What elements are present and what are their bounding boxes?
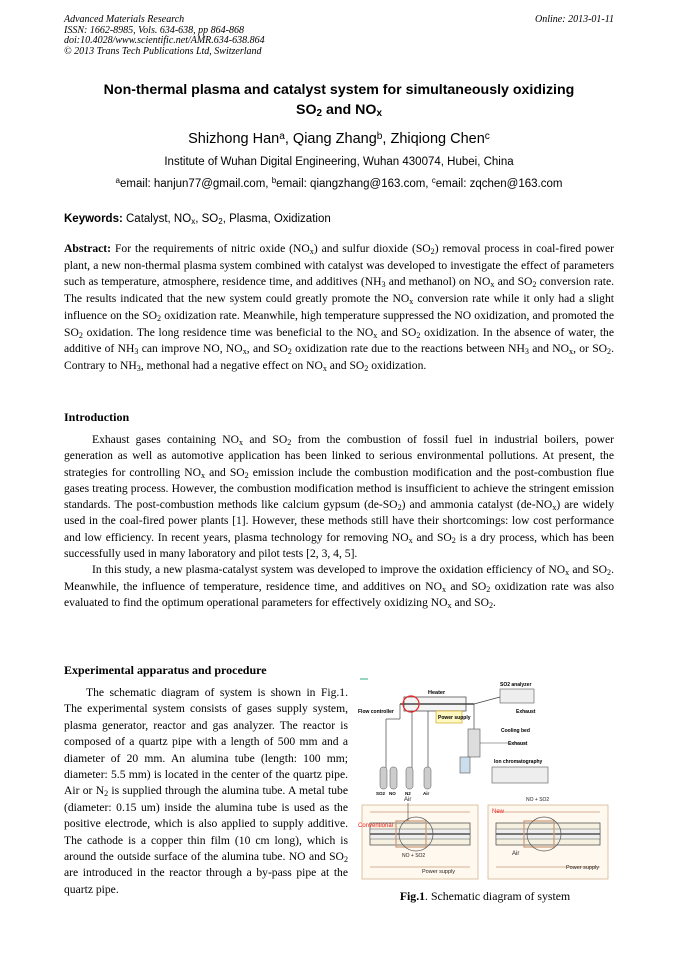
gas-cylinder-n2 xyxy=(406,767,413,789)
doi-line: doi:10.4028/www.scientific.net/AMR.634-638.864 xyxy=(64,35,265,46)
exhaust-label-2: Exhaust xyxy=(508,741,528,747)
keywords xyxy=(64,213,614,225)
schematic-figure xyxy=(356,677,614,889)
conventional-reactor xyxy=(358,797,478,879)
no-so2-label-right: NO + SO2 xyxy=(526,797,550,803)
exhaust-label-1: Exhaust xyxy=(516,709,536,715)
experimental-heading: Experimental apparatus and procedure xyxy=(64,663,267,677)
experimental-body xyxy=(64,685,348,898)
cylinder-label-n2: N2 xyxy=(405,791,411,796)
copyright-line: © 2013 Trans Tech Publications Ltd, Switzerland xyxy=(64,45,262,57)
issn-line: ISSN: 1662-8985, Vols. 634-638, pp 864-868 xyxy=(64,24,244,36)
abstract xyxy=(64,241,614,375)
keywords-label: Keywords: xyxy=(64,213,123,225)
cylinder-label-no: NO xyxy=(389,791,396,796)
journal-header xyxy=(64,15,265,57)
journal-name: Advanced Materials Research xyxy=(64,14,185,25)
exp-paragraph-1: The schematic diagram of system is shown in Fig.1. The experimental system consists of gases supply system, plasma generator, reactor and gas analyzer. The reactor is composed of a quartz pipe with a length of 500 mm and a diameter of 20 mm. An alumina tube (length: 100 mm; diameter: 5.5 mm) is located in the center of the quartz pipe. Air or $N_2$ is supplied through the alumina tube. A metal tube (diameter: 0.15 um) inside the alumina tube is used as the positive electrode, which is also applied to supply additive. The cathode is a copper thin film (10 cm long), which is around the outside surface of the alumina tube. NO and $SO_2$ are introduced in the reactor through a by-pass pipe at the quartz pipe. xyxy=(64,686,348,896)
ion-chromatograph xyxy=(460,757,470,773)
institution: Institute of Wuhan Digital Engineering, Wuhan 430074, Hubei, China xyxy=(164,156,514,168)
new-label: New xyxy=(492,809,505,815)
title-line-1: Non-thermal plasma and catalyst system for simultaneously oxidizing xyxy=(103,82,575,98)
paper-title xyxy=(64,80,614,120)
intro-paragraph-1: Exhaust gases containing $NO_x$ and $SO_2$ from the combustion of fossil fuel in industrial boilers, power generation as well as automotive application has been linked to serious environmental pollutions. At present, the strategies for controlling $NO_x$ and $SO_2$ emission include the combustion modification and the post-combustion flue gases treating process. However, the combustion modification method is insufficient to achieve the stringent emission standards. The post-combustion methods like calcium gypsum $(de-SO_2)$ and ammonia catalyst $(de-NO_x)$ are widely used in the coal-fired power plants [1]. However, these methods still have their shortcomings: low cost performance and low efficiency. In recent years, plasma technology for removing $NO_x$ and $SO_2$ is a dry process, which has been successfully used in many laboratory and pilot tests [2, 3, 4, 5]. xyxy=(64,433,615,561)
figure-caption-text: . Schematic diagram of system xyxy=(425,889,571,903)
abstract-text: For the requirements of nitric oxide $(NO_x)$ and sulfur dioxide $(SO_2)$ removal process in coal-fired power plant, a new non-thermal plasma system combined with catalyst was developed to investigate the effect of parameters such as temperature, atmosphere, residence time, and additives ($NH_3$ and methanol) on $NO_x$ and $SO_2$ conversion rate. The results indicated that the new system could greatly promote the $NO_x$ conversion rate while it only had a slight influence on the $SO_2$ oxidization rate. Meanwhile, high temperature suppressed the NO oxidization, and promoted the $SO_2$ oxidation. The long residence time was beneficial to the $NO_x$ and $SO_2$ oxidization. In the absence of water, the additive of $NH_3$ can improve NO, $NO_x$, and $SO_2$ oxidization rate due to the reactions between $NH_3$ and $NO_x$, or $SO_2$. Contrary to $NH_3$, methonal had a negative effect on $NO_x$ and $SO_2$ oxidization. xyxy=(64,242,615,373)
online-date: Online: 2013-01-11 xyxy=(535,14,614,25)
power-supply-right-label: Power supply xyxy=(566,865,600,871)
cylinder-label-so2: SO2 xyxy=(376,791,386,796)
power-supply-left-label: Power supply xyxy=(422,869,456,875)
abstract-label: Abstract: xyxy=(64,242,112,255)
gas-cylinder-air xyxy=(424,767,431,789)
figure-caption xyxy=(356,889,614,904)
author-emails: $^a$email: hanjun77@gmail.com, $^b$email: qiangzhang@163.com, $^c$email: zqchen@163.com xyxy=(115,176,563,190)
ion-chromatography-label: Ion chromatography xyxy=(494,759,543,765)
cooling-bed-label: Cooling bed xyxy=(501,728,530,734)
air-label-left: Air xyxy=(404,797,412,803)
gas-cylinder-no xyxy=(390,767,397,789)
author-list: Shizhong Han$^a$, Qiang Zhang$^b$, Zhiqiong Chen$^c$ xyxy=(188,131,490,147)
no-so2-label-left: NO + SO2 xyxy=(402,853,426,859)
new-reactor xyxy=(488,797,608,879)
figure-caption-label: Fig.1 xyxy=(399,889,426,903)
title-line-2: $SO_2$ and $NO_x$ xyxy=(296,102,382,119)
intro-paragraph-2: In this study, a new plasma-catalyst system was developed to improve the oxidation efficiency of $NO_x$ and $SO_2$. Meanwhile, the influence of temperature, residence time, and additives on $NO_x$ and $SO_2$ oxidization rate was also evaluated to find the optimum operational parameters for effectively oxidizing $NO_x$ and $SO_2$. xyxy=(64,563,614,610)
intro-heading: Introduction xyxy=(64,410,130,424)
introduction-body xyxy=(64,432,614,611)
cooling-bed xyxy=(468,729,480,757)
air-label-right: Air xyxy=(512,851,520,857)
cylinder-label-air: Air xyxy=(423,791,430,796)
gas-cylinder-so2 xyxy=(380,767,387,789)
conventional-label: Conventional xyxy=(358,823,394,829)
power-supply-label: Power supply xyxy=(438,715,471,721)
heater-label: Heater xyxy=(428,690,446,696)
keywords-text: Catalyst, $NO_x$, $SO_2$, Plasma, Oxidization xyxy=(126,213,331,226)
flow-controller-label: Flow controller xyxy=(358,709,394,715)
so2-analyzer-label: SO2 analyzer xyxy=(500,682,532,688)
